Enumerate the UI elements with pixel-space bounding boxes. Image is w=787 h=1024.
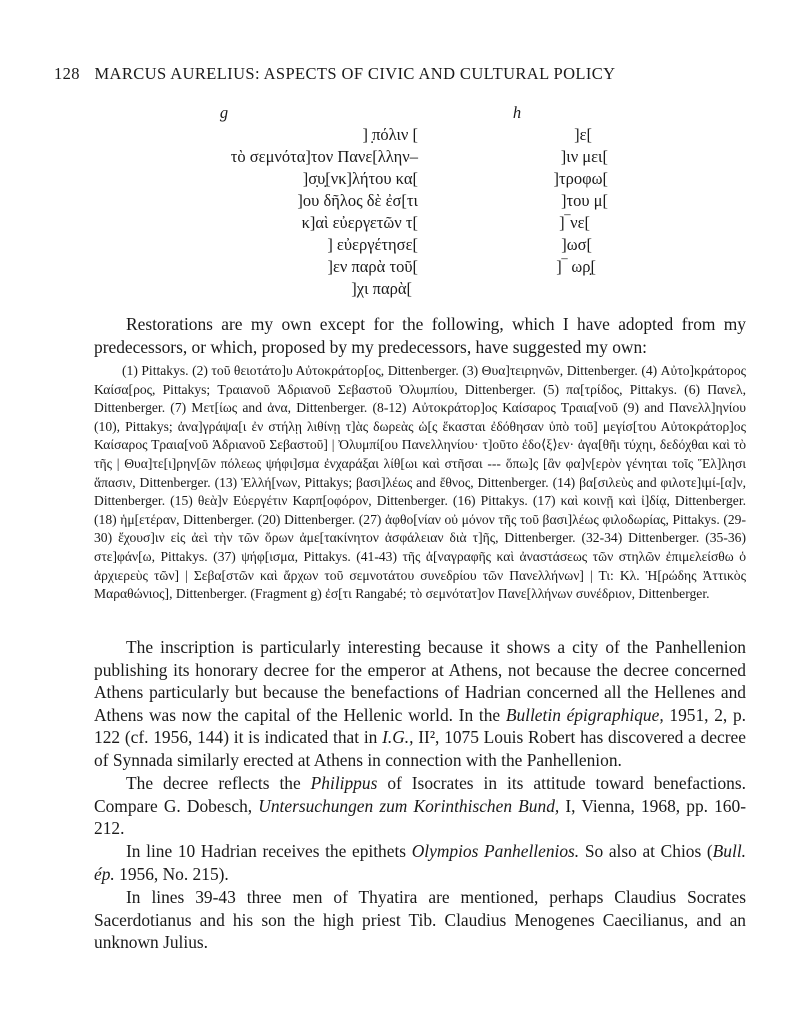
- para1-ig: I.G.,: [382, 727, 414, 748]
- fragment-g-label: g: [219, 103, 229, 122]
- apparatus-notes-text: (1) Pittakys. (2) τοῦ θειοτάτο]υ Αὐτοκράτορ[ος, Dittenberger. (3) Θυα]τειρηνῶν, Dittenberger. (4) Αὐτο]κράτορος Καίσα[ρος, Pittakys; Τραιανοῦ Ἁδριανοῦ Σεβαστοῦ Ὀλυμπίου, Dittenberger. (5) πα[τρίδος, Pittakys. (6) Πανελ, Dittenberger. (7) Μετ[ίως and ἀνα, Dittenberger. (8-12) Αὐτοκράτορ]ος Καίσαρος Τραια[νοῦ (9) and Πανελλ]ηνίου (10), Pittakys; ἀνα]γράψα[ι ἐν στήλῃ λιθίνῃ τ]ὰς δωρεὰς ὡ[ς ἕκασται ἐδόθησαν ὑπὸ τοῦ] μεγίσ[του Αὐτοκράτορ]ος Καίσαρος Τραια[νοῦ Ἁδριανοῦ Σεβαστοῦ] | Ὀλυμπί[ου Πανελληνίου· τ]οῦτο ἐδο⟨ξ⟩εν· ἀγα[θῆι τύχηι, δεδόχθαι καὶ τὸ τῆς | Θυα]τε[ι]ρην[ῶν πόλεως ψήφι]σμα ἐνχαράξαι λίθ[ωι καὶ στῆσαι --- ὅπω]ς [ἂν φα]ν[ερὸν γένηται τοῖς Ἕλ]λησι ἅπασιν, Dittenberger. (13) Ἑλλή[νων, Pittakys; βασι]λέως and ἔθνος, Dittenberger. (14) βα[σιλεὺς and φιλοτε]ιμί-[α]ν, Dittenberger. (15) θεὰ]ν Εὐεργέτιν Καρπ[οφόρον, Dittenberger. (16) Pittakys. (17) καὶ κοινῇ καὶ ἰ]δίᾳ, Dittenberger. (18) ἡμ[ετέραν, Dittenberger. (20) Dittenberger. (27) ἀφθο[νίαν οὐ μόνον τῆς τοῦ βασι]λέως φιλοδωρίας, Pittakys. (29-30) ἔχουσ]ιν εἰς ἀεὶ τὴν τῶν ὅρων ἀμε[τακίνητον ἀσφάλειαν διὰ τ]ῆς, Dittenberger. (32-34) Dittenberger. (35-36) στε]φάν[ω, Pittakys. (37) ψήφ[ισμα, Pittakys. (41-43) τῆς ἀ[ναγραφῆς καὶ ἀναστάσεως τῶν στηλῶν ἐπιμελείσθω ὁ ἀρχιερεὺς τῶν] | Σεβα[στῶν καὶ ἄρχων τοῦ σεμνοτάτου συνεδρίου τῶν Πανελλήνων] | Τι: Κλ. Ἡ[ρώδης Ἀττικὸς Μαραθώνιος], Dittenberger. (Fragment g) ἐσ[τι Rangabé; τὸ σεμνότατ]ον Πανε[λλήνων συνέδριον, Dittenberger.: [94, 363, 746, 602]
- fragment-line: κ]αὶ εὐεργετῶν τ[: [301, 213, 418, 232]
- para2-c: I, Vienna, 1968, pp. 160-212.: [94, 795, 746, 839]
- fragment-line: ]ιν μει[: [560, 147, 608, 166]
- para3-bull: Bull. ép.: [94, 841, 747, 884]
- paragraph-inscription: [94, 636, 746, 772]
- fragment-h: [488, 102, 608, 278]
- para3-a: In line 10 Hadrian receives the epithets: [126, 841, 407, 861]
- para2-title: Philippus: [310, 773, 378, 793]
- fragment-line: τὸ σεμνότα]τον Πανε[λλην–: [230, 147, 418, 166]
- para1-cont1: 1951, 2, p. 122 (cf. 1956, 144) it is indicated that in: [94, 704, 746, 748]
- fragment-line: ]‾ ωρ̣[: [556, 257, 596, 276]
- fragment-h-label: h: [512, 103, 522, 122]
- para1-cont2: II², 1075 Louis Robert has discovered a decree of Synnada similarly erected at Athens in connection with the Panhellenion.: [94, 727, 746, 770]
- fragment-line: ]‾νε[: [559, 213, 590, 232]
- para4-text: In lines 39-43 three men of Thyatira are mentioned, perhaps Claudius Socrates Sacerdotianus and his son the high priest Tib. Claudius Menogenes Caecilianus, and an unknown Julius.: [94, 887, 746, 953]
- fragment-line: ]ωσ[: [561, 235, 592, 254]
- paragraph-thyatira: [94, 886, 746, 954]
- apparatus-notes: [94, 362, 746, 604]
- para1-text: The inscription is particularly interesting because it shows a city of the Panhellenion publishing its honorary decree for the emperor at Athens, not because the decree concerned Athens particularly but because the benefactions of Hadrian concerned all the Hellenes and Athens was now the capital of the Hellenic world. In the: [94, 637, 746, 725]
- fragment-line: ]ε[: [574, 125, 592, 144]
- fragment-line: ] ̣πόλιν [: [362, 125, 418, 144]
- restorations-intro: [94, 313, 746, 358]
- fragment-line: ]χι παρὰ[: [351, 279, 412, 298]
- para2-b: of Isocrates in its attitude toward benefactions. Compare G. Dobesch,: [94, 773, 746, 816]
- fragment-line: ]ου δῆλος δὲ ἐσ[τι: [297, 191, 418, 210]
- fragment-line: ]σ̣υ̣[νκ]λήτου κα[: [302, 169, 418, 188]
- fragment-line: ]τροφω[: [553, 169, 608, 188]
- para3-b: So also at Chios (: [584, 841, 713, 861]
- fragment-line: ] εὐεργέτησε[: [327, 235, 418, 254]
- para1-journal: Bulletin épigraphique,: [505, 704, 664, 725]
- para2-book: Untersuchungen zum Korinthischen Bund,: [258, 795, 560, 816]
- running-head: [54, 64, 734, 84]
- para2-a: The decree reflects the: [126, 773, 301, 793]
- para3-epithet: Olympios Panhellenios.: [411, 841, 580, 861]
- fragment-line: ]του μ[: [560, 191, 608, 210]
- running-title: MARCUS AURELIUS: ASPECTS OF CIVIC AND CULTURAL POLICY: [94, 64, 616, 83]
- page-number: 128: [54, 64, 80, 83]
- paragraph-epithets: [94, 840, 746, 885]
- restorations-intro-text: Restorations are my own except for the following, which I have adopted from my predecessors, or which, proposed by my predecessors, have suggested my own:: [94, 314, 746, 357]
- para3-c: 1956, No. 215).: [119, 863, 229, 884]
- fragment-g: [160, 102, 418, 300]
- fragment-line: ]εν παρὰ τοῦ[: [327, 257, 418, 276]
- paragraph-decree: [94, 772, 746, 840]
